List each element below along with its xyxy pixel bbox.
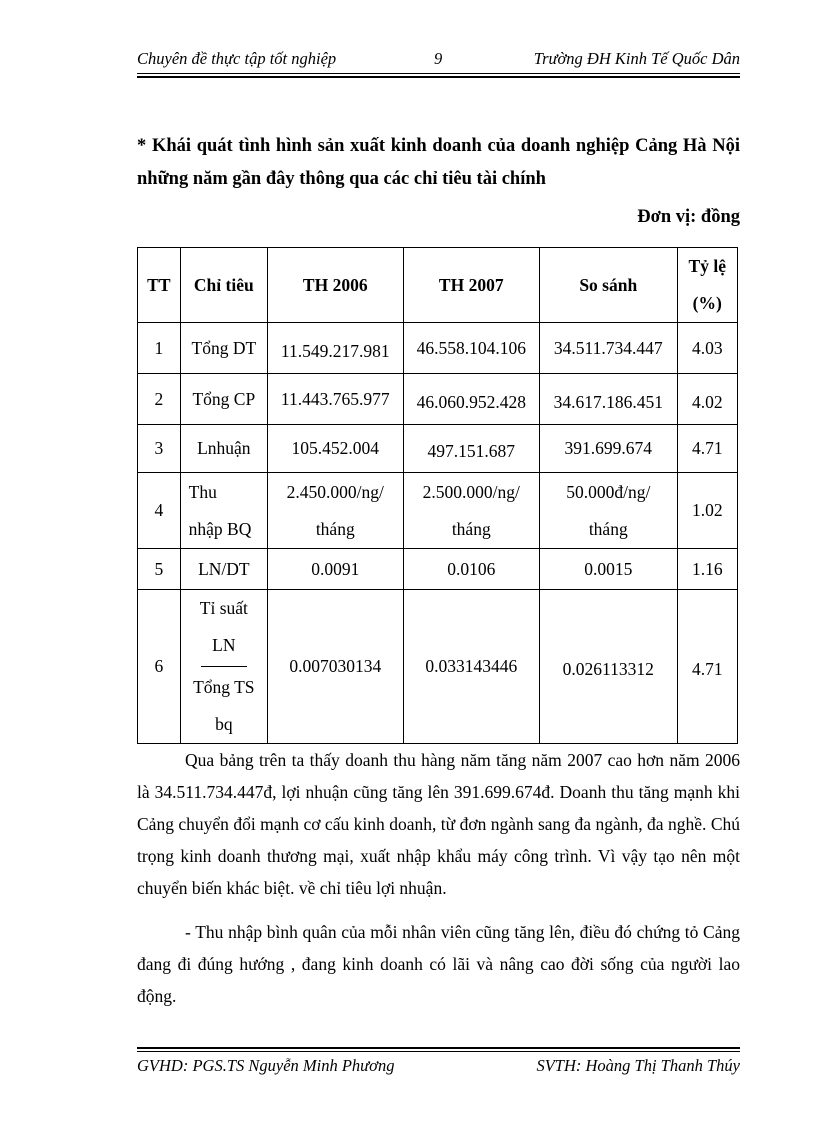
cell-so-sanh xyxy=(540,473,677,549)
table-row xyxy=(138,323,738,374)
header-ty-le-line2: (%) xyxy=(692,293,722,313)
cell-th2006 xyxy=(268,473,404,549)
header-ty-le-line1: Tỷ lệ xyxy=(688,256,726,276)
analysis-paragraph-1: Qua bảng trên ta thấy doanh thu hàng năm tăng năm 2007 cao hơn năm 2006 là 34.511.734.447đ, lợi nhuận cũng tăng lên 391.699.674đ. Doanh thu tăng mạnh khi Cảng chuyển đổi mạnh cơ cấu kinh doanh, từ đơn ngành sang đa ngành, đa nghề. Chú trọng kinh doanh thương mại, xuất nhập khẩu máy công trình. Vì vậy tạo nên một chuyển biến khác biệt. về chỉ tiêu lợi nhuận. xyxy=(137,750,740,898)
cell-so-sanh: 0.026113312 xyxy=(540,590,677,744)
cell-ty-le: 4.02 xyxy=(677,374,738,425)
analysis-paragraph-2: - Thu nhập bình quân của mỗi nhân viên cũng tăng lên, điều đó chứng tỏ Cảng đang đi đúng hướng , đang kinh doanh có lãi và nâng cao đời sống của người lao động. xyxy=(137,922,740,1006)
footer-student: SVTH: Hoàng Thị Thanh Thúy xyxy=(536,1056,740,1075)
cell-ty-le: 1.16 xyxy=(677,549,738,590)
fraction-bar xyxy=(201,666,247,667)
cell-th2006: 105.452.004 xyxy=(268,425,404,473)
cell-th2007-line1: 2.500.000/ng/ xyxy=(422,481,520,502)
fraction-denominator: Tổng TS xyxy=(193,677,255,697)
cell-chi-tieu-line1: Thu xyxy=(188,481,217,502)
cell-chi-tieu: LN/DT xyxy=(180,549,267,590)
cell-so-sanh: 34.617.186.451 xyxy=(540,374,677,425)
table-row xyxy=(138,549,738,590)
cell-th2006-line1: 2.450.000/ng/ xyxy=(286,481,384,502)
cell-ty-le: 4.03 xyxy=(677,323,738,374)
cell-tt: 4 xyxy=(138,473,181,549)
header-th2006: TH 2006 xyxy=(268,248,404,323)
table-row xyxy=(138,374,738,425)
footer-rule-thin xyxy=(137,1051,740,1052)
header-ty-le xyxy=(677,248,738,323)
cell-chi-tieu-line2: nhập BQ xyxy=(188,518,252,539)
cell-chi-tieu-line4: bq xyxy=(215,714,233,734)
cell-th2006: 0.007030134 xyxy=(268,590,404,744)
page-number: 9 xyxy=(434,49,443,68)
header-rule-thin xyxy=(137,73,740,74)
cell-so-sanh: 0.0015 xyxy=(540,549,677,590)
header-thesis-title: Chuyên đề thực tập tốt nghiệp xyxy=(137,49,337,68)
cell-chi-tieu: Tổng DT xyxy=(180,323,267,374)
cell-th2007: 46.558.104.106 xyxy=(403,323,540,374)
cell-th2006: 11.443.765.977 xyxy=(268,374,404,425)
table-header-row xyxy=(138,248,738,323)
cell-tt: 1 xyxy=(138,323,181,374)
fraction-numerator: LN xyxy=(212,635,236,655)
footer-rule-thick xyxy=(137,1047,740,1049)
cell-th2006: 11.549.217.981 xyxy=(268,323,404,374)
cell-th2007: 497.151.687 xyxy=(403,425,540,473)
cell-chi-tieu: Tổng CP xyxy=(180,374,267,425)
section-heading: * Khái quát tình hình sản xuất kinh doanh của doanh nghiệp Cảng Hà Nội những năm gần đây thông qua các chỉ tiêu tài chính xyxy=(137,136,740,189)
table-row xyxy=(138,590,738,744)
table-row xyxy=(138,425,738,473)
cell-tt: 2 xyxy=(138,374,181,425)
header-so-sanh: So sánh xyxy=(540,248,677,323)
header-chi-tieu: Chỉ tiêu xyxy=(180,248,267,323)
cell-chi-tieu-line1: Tỉ suất xyxy=(199,598,248,618)
financial-indicators-table xyxy=(137,247,738,744)
cell-th2007: 0.033143446 xyxy=(403,590,540,744)
cell-ty-le: 1.02 xyxy=(677,473,738,549)
cell-tt: 6 xyxy=(138,590,181,744)
cell-so-sanh-line1: 50.000đ/ng/ xyxy=(566,481,651,502)
header-university: Trường ĐH Kinh Tế Quốc Dân xyxy=(533,49,740,68)
cell-th2006: 0.0091 xyxy=(268,549,404,590)
cell-so-sanh: 34.511.734.447 xyxy=(540,323,677,374)
footer-advisor: GVHD: PGS.TS Nguyễn Minh Phương xyxy=(137,1056,395,1075)
header-tt: TT xyxy=(138,248,181,323)
cell-th2007-line2: tháng xyxy=(451,518,491,539)
cell-so-sanh: 391.699.674 xyxy=(540,425,677,473)
cell-ty-le: 4.71 xyxy=(677,590,738,744)
header-th2007: TH 2007 xyxy=(403,248,540,323)
cell-tt: 5 xyxy=(138,549,181,590)
cell-chi-tieu: Lnhuận xyxy=(180,425,267,473)
cell-th2007: 46.060.952.428 xyxy=(403,374,540,425)
page-footer xyxy=(137,1054,740,1080)
cell-so-sanh-line2: tháng xyxy=(588,518,628,539)
unit-label: Đơn vị: đồng xyxy=(637,207,740,227)
cell-th2007 xyxy=(403,473,540,549)
cell-th2006-line2: tháng xyxy=(315,518,355,539)
cell-tt: 3 xyxy=(138,425,181,473)
page-header xyxy=(137,46,740,72)
table-row xyxy=(138,473,738,549)
header-rule-thick xyxy=(137,76,740,78)
cell-th2007: 0.0106 xyxy=(403,549,540,590)
cell-chi-tieu xyxy=(180,473,267,549)
cell-ty-le: 4.71 xyxy=(677,425,738,473)
cell-chi-tieu xyxy=(180,590,267,744)
